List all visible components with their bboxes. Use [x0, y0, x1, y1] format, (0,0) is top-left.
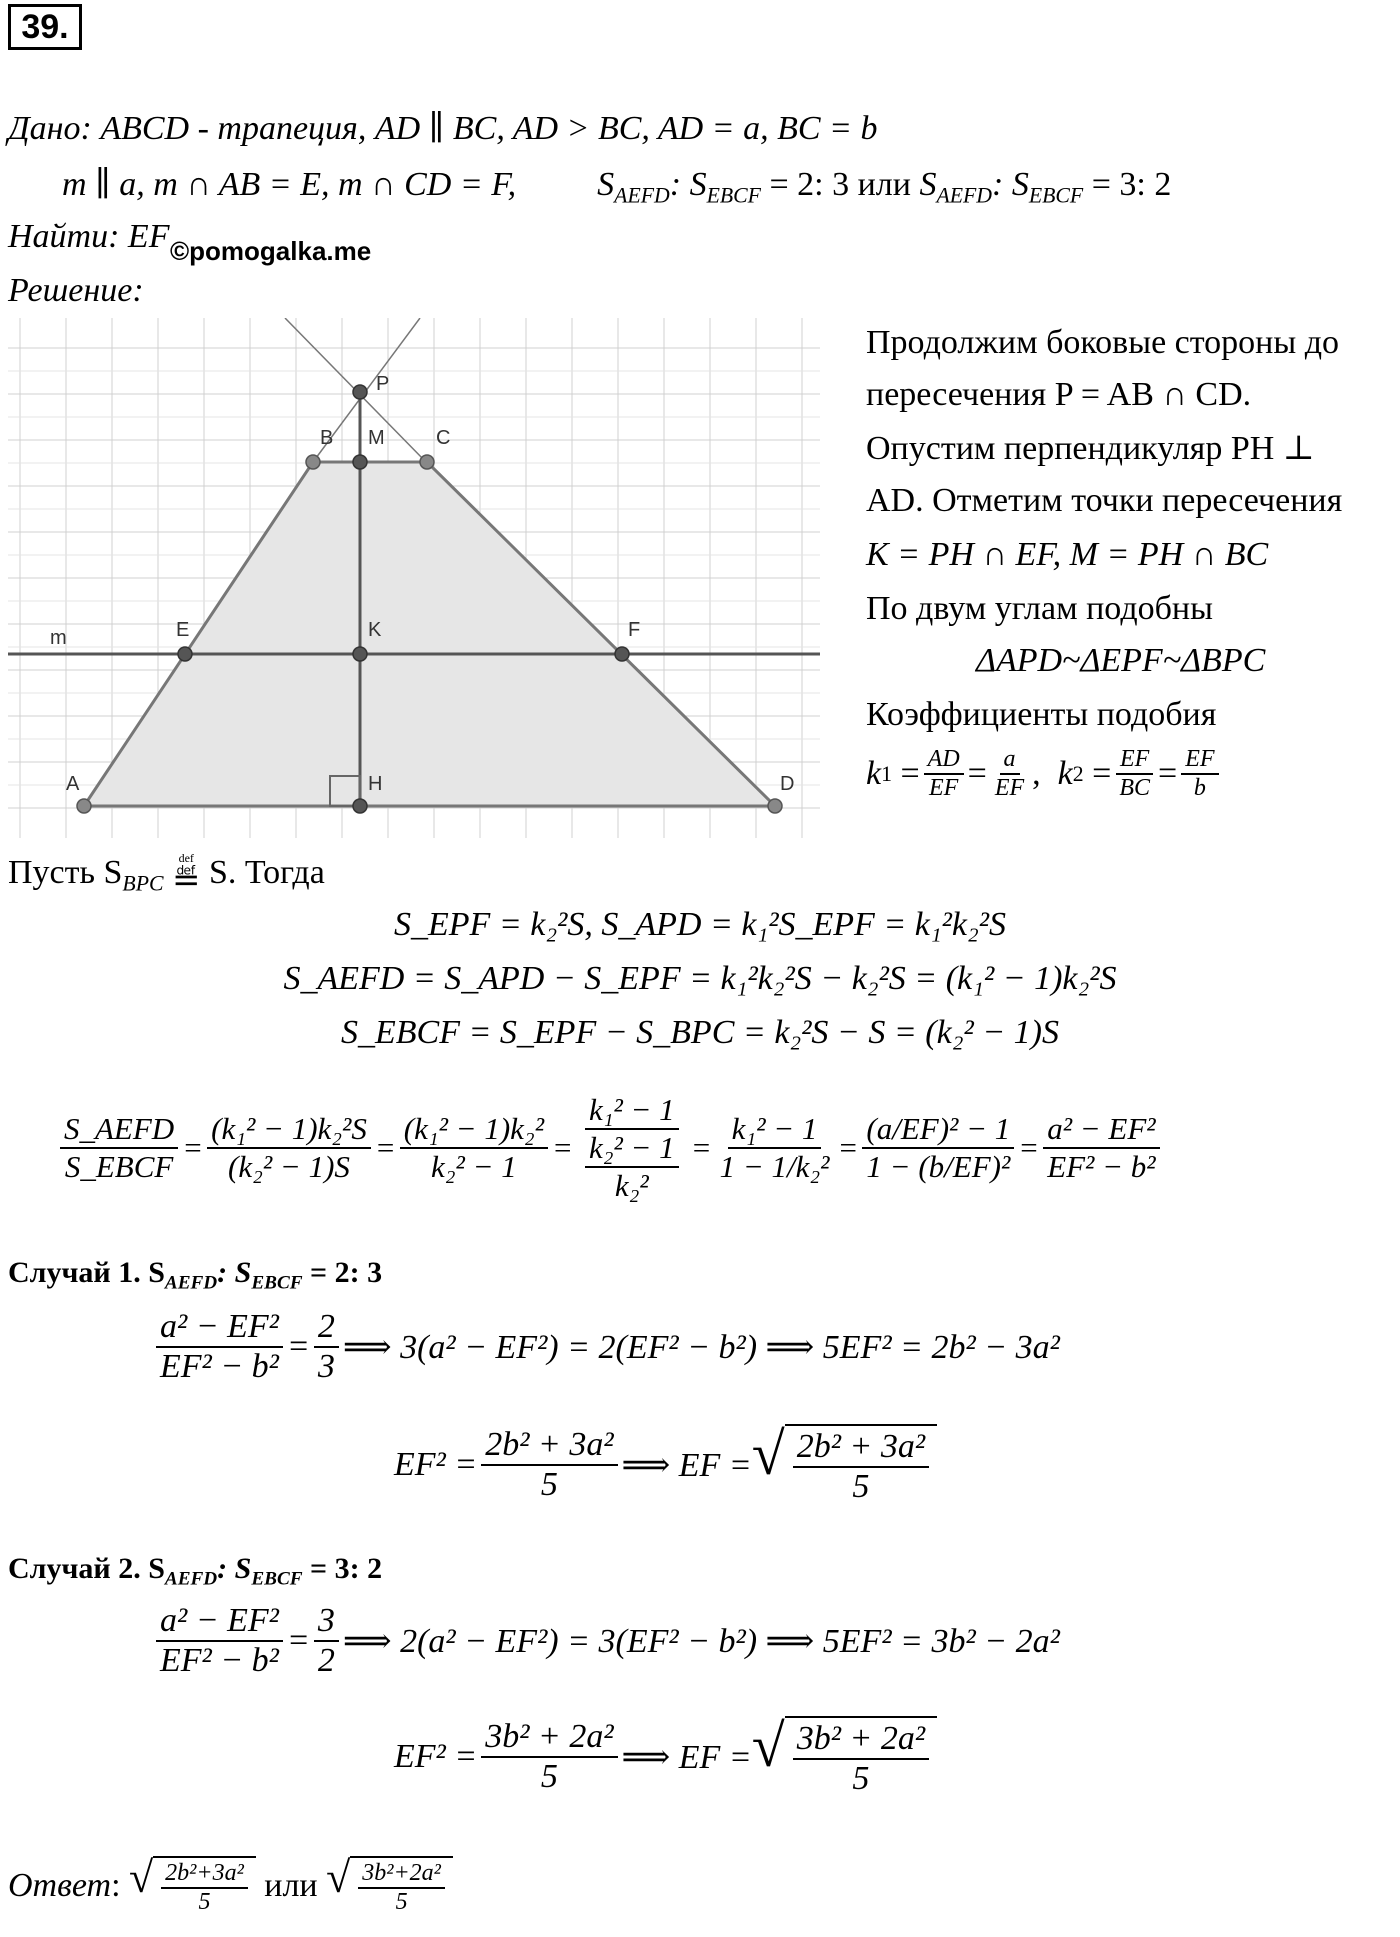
frac-num: S_AEFD: [60, 1111, 178, 1149]
frac-den: b: [1193, 775, 1206, 801]
frac-den: 5: [852, 1468, 870, 1505]
def-equal-sign: def ≝: [172, 851, 201, 899]
frac-num: a² − EF²: [156, 1308, 283, 1348]
frac-den: EF² − b²: [160, 1642, 279, 1679]
answer-frac-1: [161, 1860, 248, 1916]
point-p: [353, 385, 367, 399]
explanation-line-4: AD. Отметим точки пересечения: [866, 482, 1343, 519]
s-symbol: : S: [217, 1256, 252, 1289]
frac-den: 5: [198, 1889, 211, 1915]
explanation-line-1: Продолжим боковые стороны до: [866, 324, 1340, 361]
problem-number: 39.: [8, 4, 82, 50]
frac-den: EF² − b²: [160, 1348, 279, 1385]
ratio-value: = 2: 3: [302, 1256, 383, 1289]
given-line-2: [62, 164, 1172, 208]
s-symbol: S: [919, 166, 937, 203]
label-c: C: [436, 427, 451, 449]
solution-label: Решение:: [8, 272, 144, 309]
frac-den: 5: [540, 1466, 558, 1503]
find-value: : EF: [108, 218, 170, 255]
frac-den: 2: [317, 1642, 335, 1679]
frac-num: a² − EF²: [156, 1602, 283, 1642]
s-sub: EBCF: [706, 183, 761, 208]
answer-line: Ответ : √ $\frac{\text{2b²+3a²}}{5}$ или √ $\frac{\text{3b²+2a²}}{5}$: [8, 1856, 453, 1916]
case-2-equation-1: $\frac{\text{a² − EF²}}{\text{EF² − b²}}$ = $\frac{3}{2}$ ⟹ 2(a² − EF²) = 3(EF² − b²) ⟹ 5EF² = 3b² − 2a²: [152, 1602, 1060, 1680]
frac-den: EF: [994, 775, 1025, 801]
point-b: [306, 455, 320, 469]
equation-1: S_EPF = k₂²S, S_APD = k₁²S_EPF = k₁²k₂²S: [394, 906, 1006, 943]
answer-sqrt-1: √ $\frac{\text{2b²+3a²}}{5}$: [129, 1856, 256, 1916]
ef-implies: ⟹ EF =: [621, 1739, 752, 1776]
answer-label: Ответ: [8, 1867, 112, 1904]
frac-den: k₂²: [614, 1168, 649, 1203]
label-line-m: m: [50, 627, 67, 649]
s-symbol: : S: [992, 166, 1029, 203]
explanation-line-2: пересечения P = AB ∩ CD.: [866, 376, 1252, 413]
ratio-frac-5: [716, 1111, 834, 1185]
frac-num: 2b² + 3a²: [793, 1428, 929, 1468]
case2-result-frac: [481, 1718, 617, 1796]
ratio-value: = 3: 2: [1083, 166, 1172, 203]
s-sub: EBCF: [1028, 183, 1084, 208]
case-2-heading: [8, 1552, 383, 1590]
s-sub: EBCF: [251, 1568, 303, 1590]
ratio-value: = 2: 3: [760, 166, 850, 203]
explanation-line-5: K = PH ∩ EF, M = PH ∩ BC: [866, 536, 1269, 573]
label-e: E: [176, 619, 190, 641]
ef-squared: EF² =: [394, 1738, 478, 1775]
explanation-line-3: Опустим перпендикуляр PH ⊥: [866, 430, 1315, 467]
frac-den: k₂² − 1: [431, 1149, 517, 1184]
label-d: D: [780, 773, 795, 795]
frac-num: EF: [1116, 746, 1153, 775]
equation-2: S_AEFD = S_APD − S_EPF = k₁²k₂²S − k₂²S = (k₁² − 1)k₂²S: [283, 960, 1117, 997]
frac-num: (k₁² − 1)k₂²: [400, 1111, 548, 1149]
given-conditions: : ABCD - трапеция, AD ∥ BC, AD > BC, AD = a, BC = b: [80, 110, 878, 147]
frac-den: 1 − 1/k₂²: [719, 1149, 830, 1184]
ef-implies: ⟹ EF =: [621, 1447, 752, 1484]
def-label: def: [178, 851, 194, 865]
point-e: [178, 647, 192, 661]
k2-fraction-a: [1115, 746, 1154, 802]
frac-num: 3b²+2a²: [358, 1860, 445, 1889]
label-b: B: [320, 427, 334, 449]
s-sub: AEFD: [164, 1272, 218, 1294]
ratio-value: = 3: 2: [302, 1552, 383, 1585]
watermark: ©pomogalka.me: [170, 236, 372, 266]
let-text-end: S. Тогда: [200, 853, 325, 891]
ratio-frac-4: [577, 1092, 687, 1204]
frac-num: AD: [924, 746, 964, 775]
label-m: M: [368, 427, 385, 449]
k2-symbol: k: [1057, 755, 1073, 792]
frac-num: k₂² − 1: [585, 1130, 679, 1168]
frac-den: (k₂² − 1)S: [228, 1149, 350, 1184]
case-1-equation-1: $\frac{\text{a² − EF²}}{\text{EF² − b²}}$ = $\frac{2}{3}$ ⟹ 3(a² − EF²) = 2(EF² − b²) ⟹ 5EF² = 2b² − 3a²: [152, 1308, 1060, 1386]
case2-sqrt-frac: [793, 1720, 929, 1798]
frac-den: 1 − (b/EF)²: [866, 1149, 1011, 1184]
case2-frac: [156, 1602, 283, 1680]
label-a: A: [66, 773, 80, 795]
point-d: [768, 799, 782, 813]
answer-sqrt-2: √ $\frac{\text{3b²+2a²}}{5}$: [326, 1856, 453, 1916]
k1-symbol: k: [866, 755, 882, 792]
similarity-coefficients: k 1 = $\frac{AD}{EF}$ = $\frac{a}{EF}$ , k 2 = $\frac{EF}{BC}$ = $\frac{EF}{b}$: [866, 746, 1223, 802]
frac-den: EF: [928, 775, 959, 801]
case-heading-text: Случай 2. S: [8, 1552, 165, 1585]
frac-num: a: [1000, 746, 1020, 775]
case2-sqrt: √ $\frac{\text{3b² + 2a²}}{5}$: [752, 1716, 937, 1798]
case-1-equation-2: [394, 1421, 937, 1506]
case-heading-text: Случай 1. S: [8, 1256, 165, 1289]
s-sub: AEFD: [614, 183, 670, 208]
given-line-m: m ∥ a, m ∩ AB = E, m ∩ CD = F,: [62, 166, 517, 203]
k2-fraction-b: [1181, 746, 1218, 802]
frac-num: 2b²+3a²: [161, 1860, 248, 1889]
frac-den: BC: [1119, 775, 1150, 801]
case1-frac: [156, 1308, 283, 1386]
frac-den: EF² − b²: [1047, 1149, 1156, 1184]
nested-frac: [585, 1130, 679, 1204]
equation-3: S_EBCF = S_EPF − S_BPC = k₂²S − S = (k₂² − 1)S: [340, 1014, 1060, 1051]
explanation-line-8: Коэффициенты подобия: [866, 696, 1217, 733]
similar-triangles: ΔAPD~ΔEPF~ΔBPC: [976, 642, 1266, 679]
given-label: Дано: [8, 110, 81, 147]
frac-den: 3: [317, 1348, 335, 1385]
s-sub: EBCF: [251, 1272, 303, 1294]
frac-den: 5: [395, 1889, 408, 1915]
point-k: [353, 647, 367, 661]
frac-num: 3b² + 2a²: [793, 1720, 929, 1760]
s-sub: AEFD: [936, 183, 993, 208]
ratio-frac-2: [207, 1111, 371, 1185]
s-symbol: : S: [217, 1552, 252, 1585]
or-word: или: [857, 166, 911, 203]
case1-value-frac: [314, 1308, 339, 1386]
given-line-1: [8, 108, 877, 148]
k1-fraction-a: [924, 746, 964, 802]
frac-den: S_EBCF: [64, 1149, 174, 1184]
frac-num: k₁² − 1: [585, 1092, 679, 1130]
ratio-frac-3: [400, 1111, 548, 1185]
label-k: K: [368, 619, 382, 641]
case1-derivation: ⟹ 3(a² − EF²) = 2(EF² − b²) ⟹ 5EF² = 2b² − 3a²: [342, 1329, 1060, 1366]
case2-derivation: ⟹ 2(a² − EF²) = 3(EF² − b²) ⟹ 5EF² = 3b² − 2a²: [342, 1623, 1060, 1660]
frac-num: EF: [1181, 746, 1218, 775]
frac-den: 5: [852, 1760, 870, 1797]
frac-num: (a/EF)² − 1: [862, 1111, 1014, 1149]
point-c: [420, 455, 434, 469]
point-h: [353, 799, 367, 813]
case2-value-frac: [314, 1602, 339, 1680]
or-word: или: [264, 1867, 318, 1904]
frac-num: 2: [314, 1308, 339, 1348]
frac-num: k₁² − 1: [728, 1111, 822, 1149]
case-1-heading: [8, 1256, 383, 1294]
frac-num: 2b² + 3a²: [481, 1426, 617, 1466]
point-a: [77, 799, 91, 813]
label-p: P: [376, 373, 390, 395]
ratio-frac-1: [60, 1111, 178, 1185]
frac-den: 5: [540, 1758, 558, 1795]
s-sub: BPC: [122, 871, 164, 896]
case1-sqrt: √ $\frac{\text{2b² + 3a²}}{5}$: [752, 1424, 937, 1506]
find-line: [8, 218, 169, 256]
point-m: [353, 455, 367, 469]
label-h: H: [368, 773, 383, 795]
trapezoid-figure: [8, 318, 820, 838]
k1-fraction-b: [991, 746, 1028, 802]
ratio-chain: $\frac{\text{S\_AEFD}}{\text{S\_EBCF}}$ = $\frac{\text{(k₁² − 1)k₂²S}}{\text{(k₂² − 1)S}}$ = $\frac{\text{(k₁² − 1)k₂²}}{\text{k₂² − 1}}$ = $\frac{\text{k₁² − 1}}{\frac{\text{k₂² − 1}}{\text{k₂²}}}$ = $\frac{\text{k₁² − 1}}{\text{1 − 1/k₂²}}$ = $\frac{\text{(a/EF)² − 1}}{\text{1 − (b/EF)²}}$ = $\frac{\text{a² − EF²}}{\text{EF² − b²}}$: [56, 1092, 1164, 1204]
frac-num: 3b² + 2a²: [481, 1718, 617, 1758]
frac-num: 3: [314, 1602, 339, 1642]
explanation-line-6: По двум углам подобны: [866, 590, 1213, 627]
s-symbol: S: [597, 166, 615, 203]
s-symbol: : S: [669, 166, 707, 203]
frac-num: (k₁² − 1)k₂²S: [207, 1111, 371, 1149]
s-sub: AEFD: [164, 1568, 218, 1590]
ef-squared: EF² =: [394, 1446, 478, 1483]
ratio-frac-6: [862, 1111, 1014, 1185]
point-f: [615, 647, 629, 661]
frac-den: [577, 1130, 687, 1204]
ratio-frac-7: [1043, 1111, 1159, 1185]
find-label: Найти: [8, 218, 109, 255]
answer-frac-2: [358, 1860, 445, 1916]
let-line: [8, 852, 325, 898]
frac-num: a² − EF²: [1043, 1111, 1159, 1149]
case1-result-frac: [481, 1426, 617, 1504]
let-text: Пусть S: [8, 853, 123, 891]
case-2-equation-2: [394, 1713, 937, 1798]
case1-sqrt-frac: [793, 1428, 929, 1506]
label-f: F: [628, 619, 641, 641]
